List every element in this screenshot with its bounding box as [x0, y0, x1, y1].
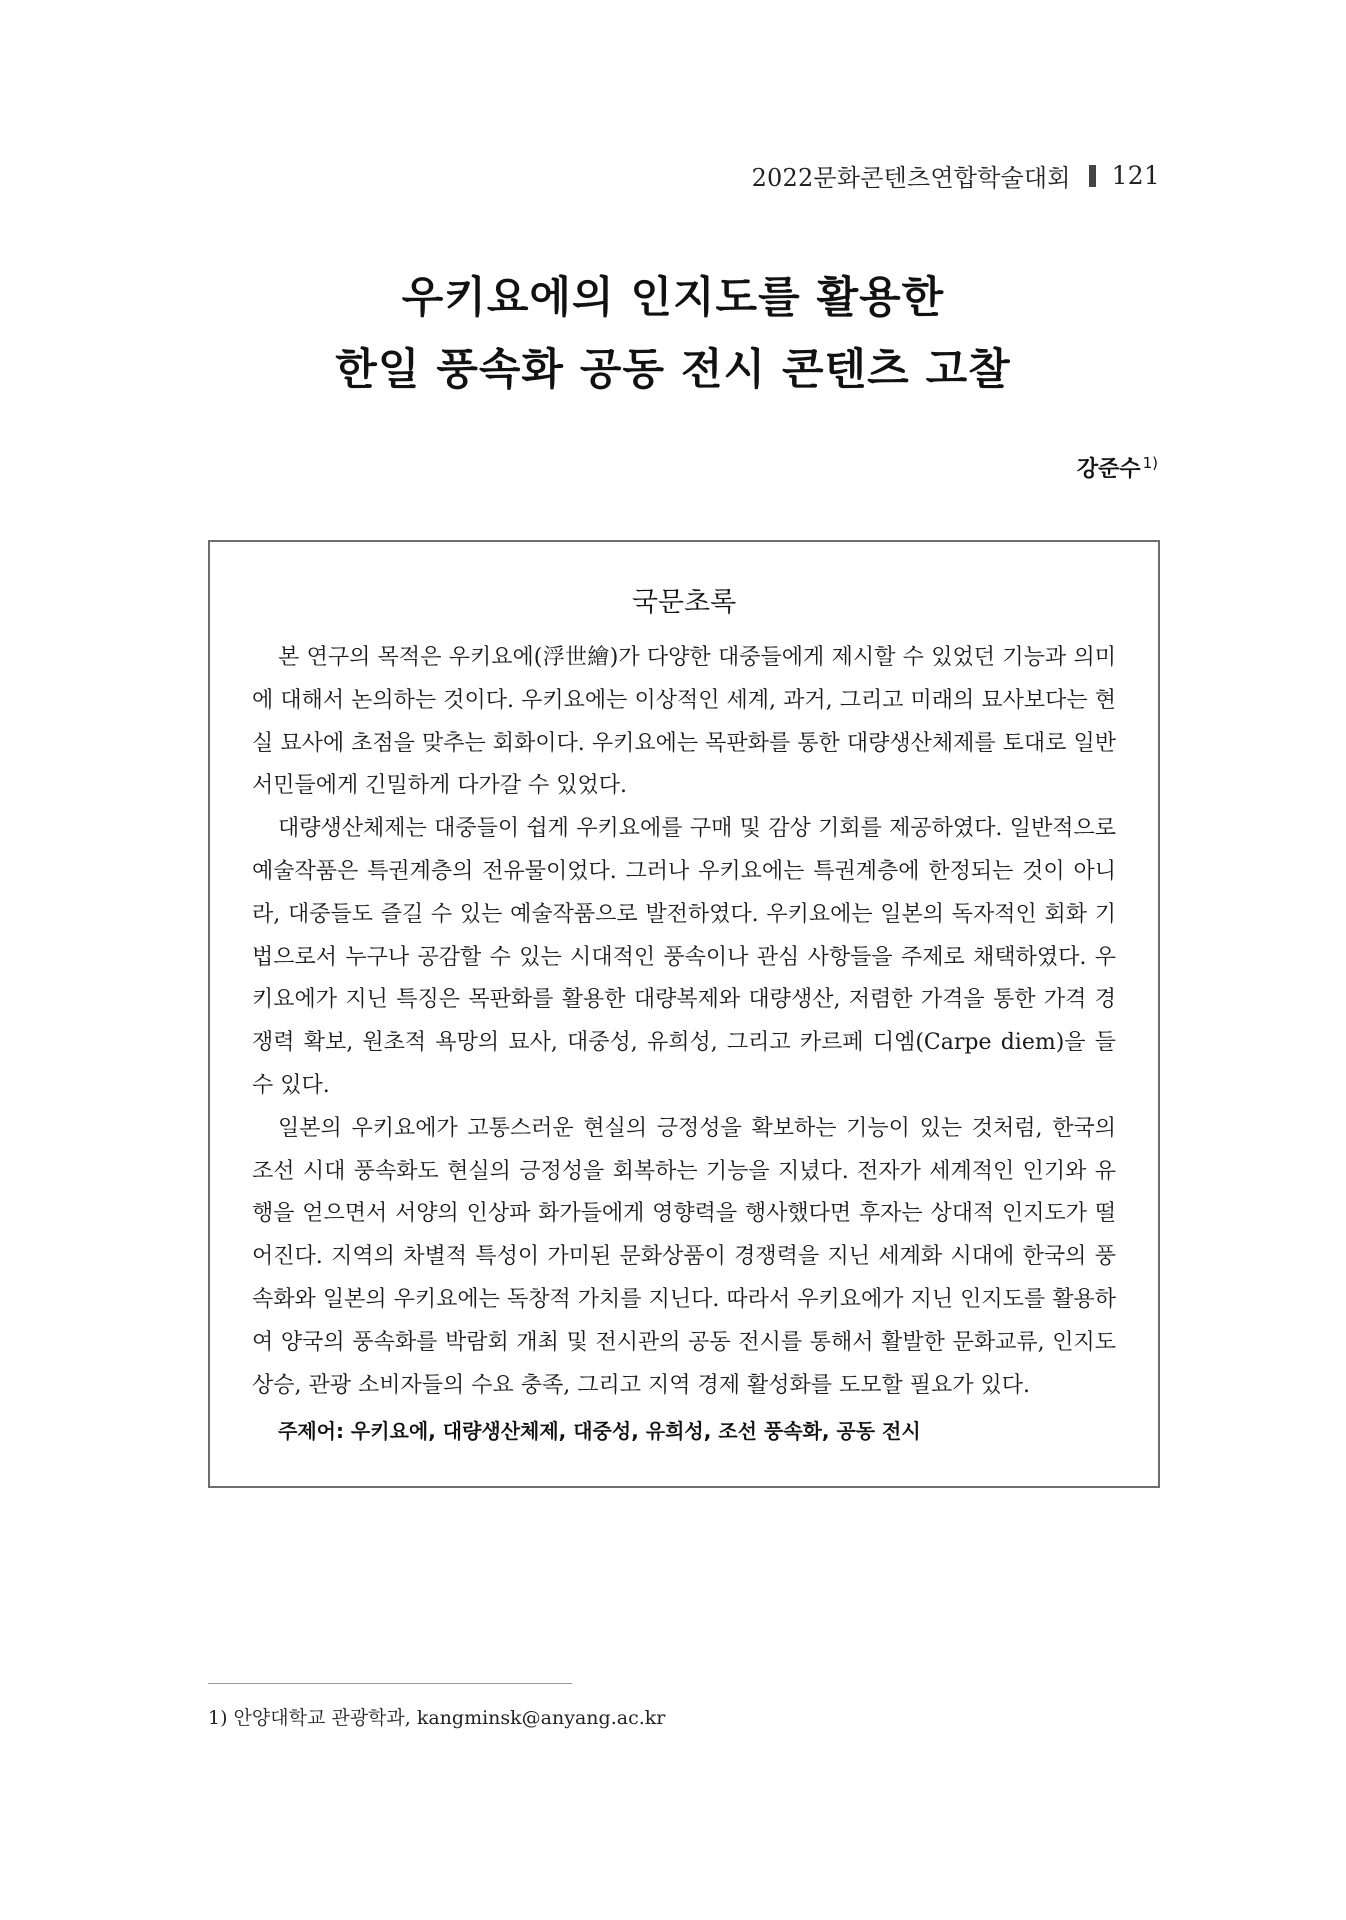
paper-title-line-2: 한일 풍속화 공동 전시 콘텐츠 고찰 — [335, 345, 1011, 395]
conference-name: 2022문화콘텐츠연합학술대회 — [751, 164, 1071, 192]
abstract-paragraph-2: 대량생산체제는 대중들이 쉽게 우키요에를 구매 및 감상 기회를 제공하였다. 일반적으로 예술작품은 특권계층의 전유물이었다. 그러나 우키요에는 특권계층에 한정되는 것이 아니라, 대중들도 즐길 수 있는 예술작품으로 발전하였다. 우키요에는 일본의 독자적인 회화 기법으로서 누구나 공감할 수 있는 시대적인 풍속이나 관심 사항들을 주제로 채택하였다. 우키요에가 지닌 특징은 목판화를 활용한 대량복제와 대량생산, 저렴한 가격을 통한 가격 경쟁력 확보, 원초적 욕망의 묘사, 대중성, 유희성, 그리고 카르페 디엠(Carpe diem)을 들 수 있다. — [252, 816, 1116, 1098]
running-header — [752, 158, 1160, 193]
abstract-heading: 국문초록 — [631, 587, 737, 618]
page-number: 121 — [1111, 161, 1160, 190]
author-byline — [1077, 452, 1158, 483]
author-name: 강준수 — [1076, 457, 1141, 482]
paper-title — [0, 262, 1346, 406]
author-footnote-mark: 1) — [1142, 453, 1158, 472]
abstract-paragraph-1: 본 연구의 목적은 우키요에(浮世繪)가 다양한 대중들에게 제시할 수 있었던 기능과 의미에 대해서 논의하는 것이다. 우키요에는 이상적인 세계, 과거, 그리고 미래의 묘사보다는 현실 묘사에 초점을 맞추는 회화이다. 우키요에는 목판화를 통한 대량생산체제를 토대로 일반 서민들에게 긴밀하게 다가갈 수 있었다. — [252, 645, 1116, 799]
footnote-divider — [208, 1683, 572, 1684]
footnote: 1) 안양대학교 관광학과, kangminsk@anyang.ac.kr — [208, 1707, 666, 1729]
abstract-box — [208, 540, 1160, 1488]
header-separator-bar — [1089, 165, 1096, 187]
keywords: 주제어: 우키요에, 대량생산체제, 대중성, 유희성, 조선 풍속화, 공동 전시 — [278, 1419, 921, 1444]
paper-title-line-1: 우키요에의 인지도를 활용한 — [401, 273, 945, 323]
abstract-paragraph-3: 일본의 우키요에가 고통스러운 현실의 긍정성을 확보하는 기능이 있는 것처럼, 한국의 조선 시대 풍속화도 현실의 긍정성을 회복하는 기능을 지녔다. 전자가 세계적인 인기와 유행을 얻으면서 서양의 인상파 화가들에게 영향력을 행사했다면 후자는 상대적 인지도가 떨어진다. 지역의 차별적 특성이 가미된 문화상품이 경쟁력을 지닌 세계화 시대에 한국의 풍속화와 일본의 우키요에는 독창적 가치를 지닌다. 따라서 우키요에가 지닌 인지도를 활용하여 양국의 풍속화를 박람회 개최 및 전시관의 공동 전시를 통해서 활발한 문화교류, 인지도 상승, 관광 소비자들의 수요 충족, 그리고 지역 경제 활성화를 도모할 필요가 있다. — [252, 1115, 1116, 1398]
